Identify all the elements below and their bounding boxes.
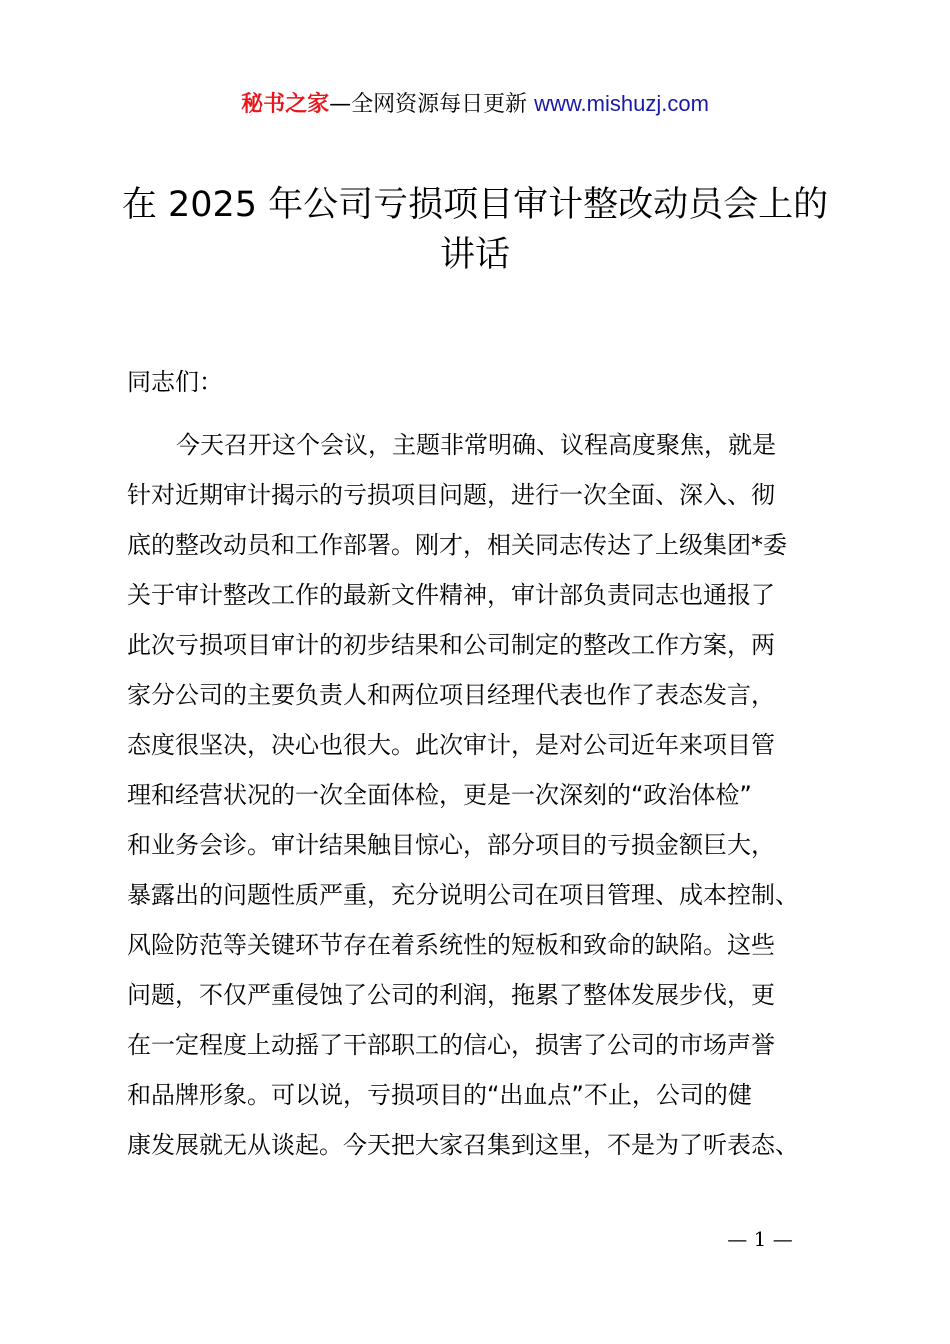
body-line: 在一定程度上动摇了干部职工的信心，损害了公司的市场声誉 bbox=[127, 1031, 775, 1059]
body-paragraph bbox=[127, 420, 847, 1170]
body-line: 暴露出的问题性质严重，充分说明公司在项目管理、成本控制、 bbox=[127, 881, 799, 909]
brand-name: 秘书之家 bbox=[241, 92, 330, 117]
body-line: 今天召开这个会议，主题非常明确、议程高度聚焦，就是 bbox=[176, 431, 776, 459]
site-url-link[interactable]: www.mishuzj.com bbox=[534, 91, 709, 116]
body-line: 家分公司的主要负责人和两位项目经理代表也作了表态发言， bbox=[127, 681, 775, 709]
body-line: 和业务会诊。审计结果触目惊心，部分项目的亏损金额巨大， bbox=[127, 831, 775, 859]
body-line: 关于审计整改工作的最新文件精神，审计部负责同志也通报了 bbox=[127, 581, 775, 609]
body-line: 风险防范等关键环节存在着系统性的短板和致命的缺陷。这些 bbox=[127, 931, 775, 959]
title-line-1: 在 2025 年公司亏损项目审计整改动员会上的 bbox=[121, 185, 829, 225]
body-line: 态度很坚决，决心也很大。此次审计，是对公司近年来项目管 bbox=[127, 731, 775, 759]
title-line-2: 讲话 bbox=[439, 235, 510, 275]
body-line: 此次亏损项目审计的初步结果和公司制定的整改工作方案，两 bbox=[127, 631, 775, 659]
body-line: 和品牌形象。可以说，亏损项目的“出血点”不止，公司的健 bbox=[127, 1081, 752, 1109]
page-number: — 1 — bbox=[727, 1227, 793, 1251]
header-tagline: —全网资源每日更新 bbox=[329, 92, 528, 117]
body-line: 理和经营状况的一次全面体检，更是一次深刻的“政治体检” bbox=[127, 781, 752, 809]
body-line: 底的整改动员和工作部署。刚才，相关同志传达了上级集团*委 bbox=[127, 531, 787, 559]
site-header bbox=[0, 88, 950, 121]
salutation: 同志们： bbox=[127, 368, 223, 396]
body-line: 康发展就无从谈起。今天把大家召集到这里，不是为了听表态、 bbox=[127, 1131, 799, 1159]
document-title bbox=[110, 180, 840, 280]
body-line: 针对近期审计揭示的亏损项目问题，进行一次全面、深入、彻 bbox=[127, 481, 775, 509]
body-line: 问题，不仅严重侵蚀了公司的利润，拖累了整体发展步伐，更 bbox=[127, 981, 775, 1009]
